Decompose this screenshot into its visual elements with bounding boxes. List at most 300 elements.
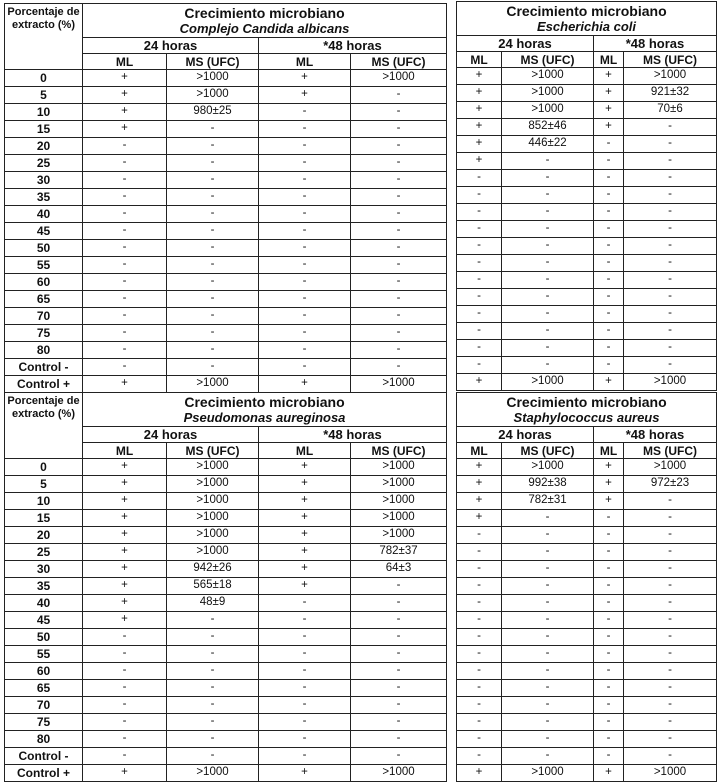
ms-48h-cell: - (351, 629, 447, 646)
ms-24h-cell: - (502, 595, 594, 612)
table-row (5, 697, 447, 714)
ml-24h-cell: - (457, 238, 502, 255)
ml-48h-cell: - (259, 680, 351, 697)
ml-48h-cell: - (594, 748, 624, 765)
col-ml-48: ML (594, 52, 624, 68)
table-row (5, 629, 447, 646)
ms-48h-cell: - (624, 578, 717, 595)
table-pseudomonas-aureginosa (4, 392, 447, 782)
ml-48h-cell: - (594, 153, 624, 170)
table-row (5, 510, 447, 527)
ms-24h-cell: - (502, 714, 594, 731)
ms-24h-cell: - (502, 510, 594, 527)
table-row (457, 153, 717, 170)
ms-24h-cell: - (502, 646, 594, 663)
ms-48h-cell: - (351, 189, 447, 206)
organism-name: Pseudomonas aureginosa (183, 410, 346, 425)
ml-24h-cell: + (457, 119, 502, 136)
percent-cell: 50 (5, 240, 83, 257)
table-row (5, 325, 447, 342)
table-row (457, 731, 717, 748)
ms-24h-cell: 980±25 (167, 104, 259, 121)
ms-48h-cell: - (624, 527, 717, 544)
ml-48h-cell: - (259, 697, 351, 714)
ml-48h-cell: + (594, 459, 624, 476)
ml-48h-cell: + (594, 765, 624, 782)
ms-24h-cell: - (167, 663, 259, 680)
percent-cell: 15 (5, 121, 83, 138)
ms-24h-cell: - (167, 731, 259, 748)
table-row (457, 595, 717, 612)
ms-48h-cell: - (624, 680, 717, 697)
ml-24h-cell: - (83, 172, 167, 189)
col-ms-48: MS (UFC) (624, 443, 717, 459)
ms-48h-cell: 70±6 (624, 102, 717, 119)
col-ms-24: MS (UFC) (167, 443, 259, 459)
table-row (457, 272, 717, 289)
ms-24h-cell: - (502, 629, 594, 646)
table-row (457, 697, 717, 714)
table-row (457, 102, 717, 119)
ms-48h-cell: - (624, 136, 717, 153)
ms-48h-cell: >1000 (351, 510, 447, 527)
percent-cell: 10 (5, 104, 83, 121)
table-row (457, 561, 717, 578)
ms-24h-cell: - (167, 189, 259, 206)
ms-48h-cell: - (351, 155, 447, 172)
ml-24h-cell: - (457, 646, 502, 663)
ml-24h-cell: + (457, 493, 502, 510)
ml-24h-cell: - (457, 187, 502, 204)
table-staphylococcus-aureus (456, 392, 717, 782)
ml-48h-cell: + (259, 459, 351, 476)
table-row (457, 289, 717, 306)
ms-48h-cell: - (351, 680, 447, 697)
ml-48h-cell: - (594, 510, 624, 527)
percent-cell: 25 (5, 155, 83, 172)
ms-48h-cell: - (624, 714, 717, 731)
ml-24h-cell: + (457, 85, 502, 102)
ml-24h-cell: + (83, 578, 167, 595)
ms-48h-cell: - (624, 748, 717, 765)
ms-24h-cell: 942±26 (167, 561, 259, 578)
ml-48h-cell: + (594, 119, 624, 136)
ml-48h-cell: - (594, 663, 624, 680)
percent-cell: 30 (5, 561, 83, 578)
ms-48h-cell: - (624, 731, 717, 748)
ms-24h-cell: - (502, 731, 594, 748)
table-row (5, 561, 447, 578)
percent-cell: 40 (5, 595, 83, 612)
table-row (5, 138, 447, 155)
table-row (5, 595, 447, 612)
percent-cell: 20 (5, 527, 83, 544)
ms-48h-cell: - (351, 325, 447, 342)
ms-48h-cell: - (624, 629, 717, 646)
ml-48h-cell: - (259, 612, 351, 629)
ml-48h-cell: + (259, 510, 351, 527)
ml-48h-cell: + (259, 527, 351, 544)
ms-48h-cell: - (351, 612, 447, 629)
ms-48h-cell: - (351, 595, 447, 612)
table-row (5, 612, 447, 629)
ms-48h-cell: >1000 (624, 374, 717, 391)
ml-24h-cell: - (83, 629, 167, 646)
table-row (457, 255, 717, 272)
ms-48h-cell: - (351, 121, 447, 138)
ml-48h-cell: + (594, 374, 624, 391)
table-body (5, 459, 447, 782)
table-row (5, 240, 447, 257)
ms-24h-cell: - (167, 612, 259, 629)
ms-48h-cell: - (351, 731, 447, 748)
ms-24h-cell: - (167, 223, 259, 240)
col-ml-48: ML (259, 443, 351, 459)
percent-cell: 0 (5, 459, 83, 476)
ml-48h-cell: - (594, 255, 624, 272)
percent-header: Porcentaje de extracto (%) (5, 393, 83, 459)
ms-48h-cell: 782±37 (351, 544, 447, 561)
ms-24h-cell: >1000 (502, 102, 594, 119)
ml-24h-cell: - (457, 680, 502, 697)
ml-24h-cell: - (457, 255, 502, 272)
ml-48h-cell: - (259, 595, 351, 612)
ml-48h-cell: + (259, 70, 351, 87)
table-row (457, 459, 717, 476)
ms-48h-cell: 64±3 (351, 561, 447, 578)
organism-name: Staphylococcus aureus (513, 410, 660, 425)
ml-48h-cell: - (259, 172, 351, 189)
ml-48h-cell: - (259, 189, 351, 206)
ml-24h-cell: - (457, 748, 502, 765)
ml-24h-cell: - (83, 138, 167, 155)
ms-24h-cell: - (167, 240, 259, 257)
percent-cell: 15 (5, 510, 83, 527)
ml-48h-cell: - (259, 308, 351, 325)
table-row (457, 374, 717, 391)
ms-24h-cell: - (167, 206, 259, 223)
ml-24h-cell: + (83, 595, 167, 612)
ms-24h-cell: - (502, 697, 594, 714)
ms-24h-cell: - (502, 221, 594, 238)
ms-48h-cell: - (624, 493, 717, 510)
table-row (457, 323, 717, 340)
table-row (5, 476, 447, 493)
ml-24h-cell: - (83, 680, 167, 697)
ms-48h-cell: - (624, 357, 717, 374)
ml-48h-cell: - (259, 359, 351, 376)
col-ms-48: MS (UFC) (351, 54, 447, 70)
ml-48h-cell: + (259, 765, 351, 782)
ml-24h-cell: - (83, 359, 167, 376)
ml-24h-cell: - (457, 357, 502, 374)
table-row (5, 70, 447, 87)
ms-48h-cell: >1000 (351, 459, 447, 476)
ms-48h-cell: - (351, 308, 447, 325)
ms-48h-cell: - (624, 544, 717, 561)
col-ml-48: ML (259, 54, 351, 70)
ms-48h-cell: - (624, 238, 717, 255)
table-row (5, 155, 447, 172)
table-row (5, 274, 447, 291)
ml-24h-cell: + (457, 510, 502, 527)
table-row (5, 257, 447, 274)
ms-24h-cell: - (502, 238, 594, 255)
percent-cell: Control + (5, 376, 83, 393)
ms-48h-cell: - (624, 340, 717, 357)
header-24h: 24 horas (457, 36, 594, 52)
table-row (457, 765, 717, 782)
ms-24h-cell: 446±22 (502, 136, 594, 153)
ms-48h-cell: - (624, 595, 717, 612)
ml-48h-cell: + (594, 102, 624, 119)
table-row (457, 544, 717, 561)
ml-48h-cell: - (594, 187, 624, 204)
table-row (5, 663, 447, 680)
col-ms-48: MS (UFC) (624, 52, 717, 68)
ms-48h-cell: - (624, 323, 717, 340)
col-ms-24: MS (UFC) (167, 54, 259, 70)
table-row (457, 204, 717, 221)
ms-24h-cell: - (167, 308, 259, 325)
ms-48h-cell: - (351, 274, 447, 291)
ml-24h-cell: - (457, 697, 502, 714)
col-ms-48: MS (UFC) (351, 443, 447, 459)
table-row (5, 748, 447, 765)
ml-24h-cell: - (83, 697, 167, 714)
ml-48h-cell: - (594, 544, 624, 561)
ml-24h-cell: + (83, 87, 167, 104)
group-header (457, 393, 717, 427)
ms-24h-cell: - (167, 342, 259, 359)
table-row (5, 765, 447, 782)
ms-48h-cell: >1000 (351, 527, 447, 544)
ml-24h-cell: - (457, 612, 502, 629)
table-row (457, 238, 717, 255)
ml-48h-cell: + (259, 544, 351, 561)
ml-48h-cell: + (259, 493, 351, 510)
table-row (457, 357, 717, 374)
percent-cell: 80 (5, 731, 83, 748)
table-row (5, 87, 447, 104)
ml-48h-cell: - (594, 595, 624, 612)
col-ml-24: ML (83, 54, 167, 70)
ml-48h-cell: - (594, 646, 624, 663)
ms-48h-cell: - (624, 646, 717, 663)
percent-cell: 5 (5, 476, 83, 493)
percent-cell: 55 (5, 646, 83, 663)
ml-48h-cell: - (594, 221, 624, 238)
table-row (457, 510, 717, 527)
ml-24h-cell: - (457, 629, 502, 646)
col-ms-24: MS (UFC) (502, 443, 594, 459)
ms-48h-cell: - (624, 255, 717, 272)
table-body (457, 459, 717, 782)
ml-48h-cell: - (259, 663, 351, 680)
ms-24h-cell: 992±38 (502, 476, 594, 493)
ms-24h-cell: 852±46 (502, 119, 594, 136)
ml-24h-cell: + (83, 765, 167, 782)
ms-48h-cell: - (624, 612, 717, 629)
ms-48h-cell: - (351, 87, 447, 104)
ms-24h-cell: - (502, 612, 594, 629)
table-row (457, 714, 717, 731)
group-header (457, 2, 717, 36)
header-48h: *48 horas (259, 427, 447, 443)
table-candida-albicans (4, 3, 447, 393)
ms-48h-cell: - (351, 578, 447, 595)
ms-24h-cell: >1000 (502, 765, 594, 782)
table-body (457, 68, 717, 391)
percent-cell: 10 (5, 493, 83, 510)
ml-48h-cell: - (259, 629, 351, 646)
percent-cell: 0 (5, 70, 83, 87)
table-row (457, 85, 717, 102)
ml-24h-cell: + (83, 476, 167, 493)
ml-48h-cell: + (259, 87, 351, 104)
ml-24h-cell: - (83, 155, 167, 172)
ml-48h-cell: + (594, 85, 624, 102)
ml-48h-cell: + (594, 493, 624, 510)
ml-24h-cell: - (457, 272, 502, 289)
ms-24h-cell: - (167, 138, 259, 155)
ms-48h-cell: - (624, 204, 717, 221)
ml-24h-cell: + (83, 376, 167, 393)
table-body (5, 70, 447, 393)
ms-24h-cell: - (502, 272, 594, 289)
ms-48h-cell: - (624, 272, 717, 289)
ml-48h-cell: - (594, 306, 624, 323)
ml-24h-cell: - (83, 325, 167, 342)
ml-48h-cell: - (259, 240, 351, 257)
ms-48h-cell: - (351, 206, 447, 223)
ml-48h-cell: - (594, 680, 624, 697)
ms-24h-cell: - (502, 204, 594, 221)
ml-24h-cell: + (457, 136, 502, 153)
ms-48h-cell: - (351, 104, 447, 121)
ml-24h-cell: - (457, 170, 502, 187)
table-row (5, 342, 447, 359)
percent-cell: 70 (5, 308, 83, 325)
ml-48h-cell: - (594, 578, 624, 595)
col-ml-24: ML (457, 443, 502, 459)
ms-48h-cell: - (351, 291, 447, 308)
percent-cell: Control - (5, 359, 83, 376)
table-row (457, 646, 717, 663)
ml-48h-cell: - (594, 238, 624, 255)
ms-48h-cell: - (351, 342, 447, 359)
percent-cell: 45 (5, 223, 83, 240)
ml-24h-cell: + (457, 374, 502, 391)
ms-24h-cell: - (502, 289, 594, 306)
ms-24h-cell: - (167, 714, 259, 731)
ms-24h-cell: - (502, 170, 594, 187)
percent-cell: 5 (5, 87, 83, 104)
ms-48h-cell: - (351, 714, 447, 731)
ms-48h-cell: >1000 (624, 68, 717, 85)
ml-48h-cell: - (259, 155, 351, 172)
ml-24h-cell: - (457, 595, 502, 612)
percent-cell: 50 (5, 629, 83, 646)
ml-24h-cell: - (457, 578, 502, 595)
ms-48h-cell: - (351, 257, 447, 274)
ml-24h-cell: - (83, 291, 167, 308)
col-ml-48: ML (594, 443, 624, 459)
ms-48h-cell: - (351, 697, 447, 714)
table-row (457, 119, 717, 136)
table-row (5, 714, 447, 731)
table-row (5, 223, 447, 240)
ml-24h-cell: - (457, 323, 502, 340)
ml-24h-cell: - (457, 221, 502, 238)
ms-24h-cell: - (502, 255, 594, 272)
table-row (5, 459, 447, 476)
ml-24h-cell: + (457, 765, 502, 782)
organism-name: Complejo Candida albicans (179, 21, 350, 36)
table-row (5, 121, 447, 138)
table-row (457, 476, 717, 493)
percent-cell: 20 (5, 138, 83, 155)
group-header (83, 393, 447, 427)
ml-48h-cell: - (594, 323, 624, 340)
ms-24h-cell: - (167, 257, 259, 274)
table-row (5, 189, 447, 206)
ms-48h-cell: - (624, 187, 717, 204)
ml-48h-cell: - (259, 138, 351, 155)
group-header-title: Crecimiento microbiano (184, 5, 345, 21)
ms-48h-cell: 921±32 (624, 85, 717, 102)
ml-48h-cell: - (594, 527, 624, 544)
table-row (457, 493, 717, 510)
ms-24h-cell: - (502, 340, 594, 357)
ms-24h-cell: - (502, 663, 594, 680)
table-row (457, 578, 717, 595)
ml-24h-cell: - (83, 714, 167, 731)
ms-24h-cell: >1000 (502, 68, 594, 85)
ms-24h-cell: - (167, 359, 259, 376)
ms-24h-cell: >1000 (167, 70, 259, 87)
header-48h: *48 horas (594, 36, 717, 52)
ml-48h-cell: - (259, 121, 351, 138)
ml-24h-cell: - (457, 527, 502, 544)
header-24h: 24 horas (83, 427, 259, 443)
percent-cell: 75 (5, 714, 83, 731)
percent-cell: Control - (5, 748, 83, 765)
ml-24h-cell: - (457, 714, 502, 731)
ml-24h-cell: + (457, 68, 502, 85)
ml-48h-cell: - (594, 170, 624, 187)
table-row (5, 527, 447, 544)
ml-48h-cell: - (594, 357, 624, 374)
ml-48h-cell: + (594, 68, 624, 85)
table-row (457, 748, 717, 765)
col-ml-24: ML (457, 52, 502, 68)
ml-48h-cell: - (259, 206, 351, 223)
ms-48h-cell: - (624, 119, 717, 136)
ml-24h-cell: - (83, 748, 167, 765)
ms-24h-cell: - (167, 680, 259, 697)
ml-48h-cell: - (594, 289, 624, 306)
ms-48h-cell: - (624, 221, 717, 238)
ml-48h-cell: - (594, 731, 624, 748)
ml-48h-cell: - (594, 629, 624, 646)
table-row (5, 544, 447, 561)
percent-cell: 60 (5, 663, 83, 680)
ml-24h-cell: - (457, 340, 502, 357)
percent-cell: 70 (5, 697, 83, 714)
ms-24h-cell: - (167, 748, 259, 765)
ml-24h-cell: + (83, 121, 167, 138)
